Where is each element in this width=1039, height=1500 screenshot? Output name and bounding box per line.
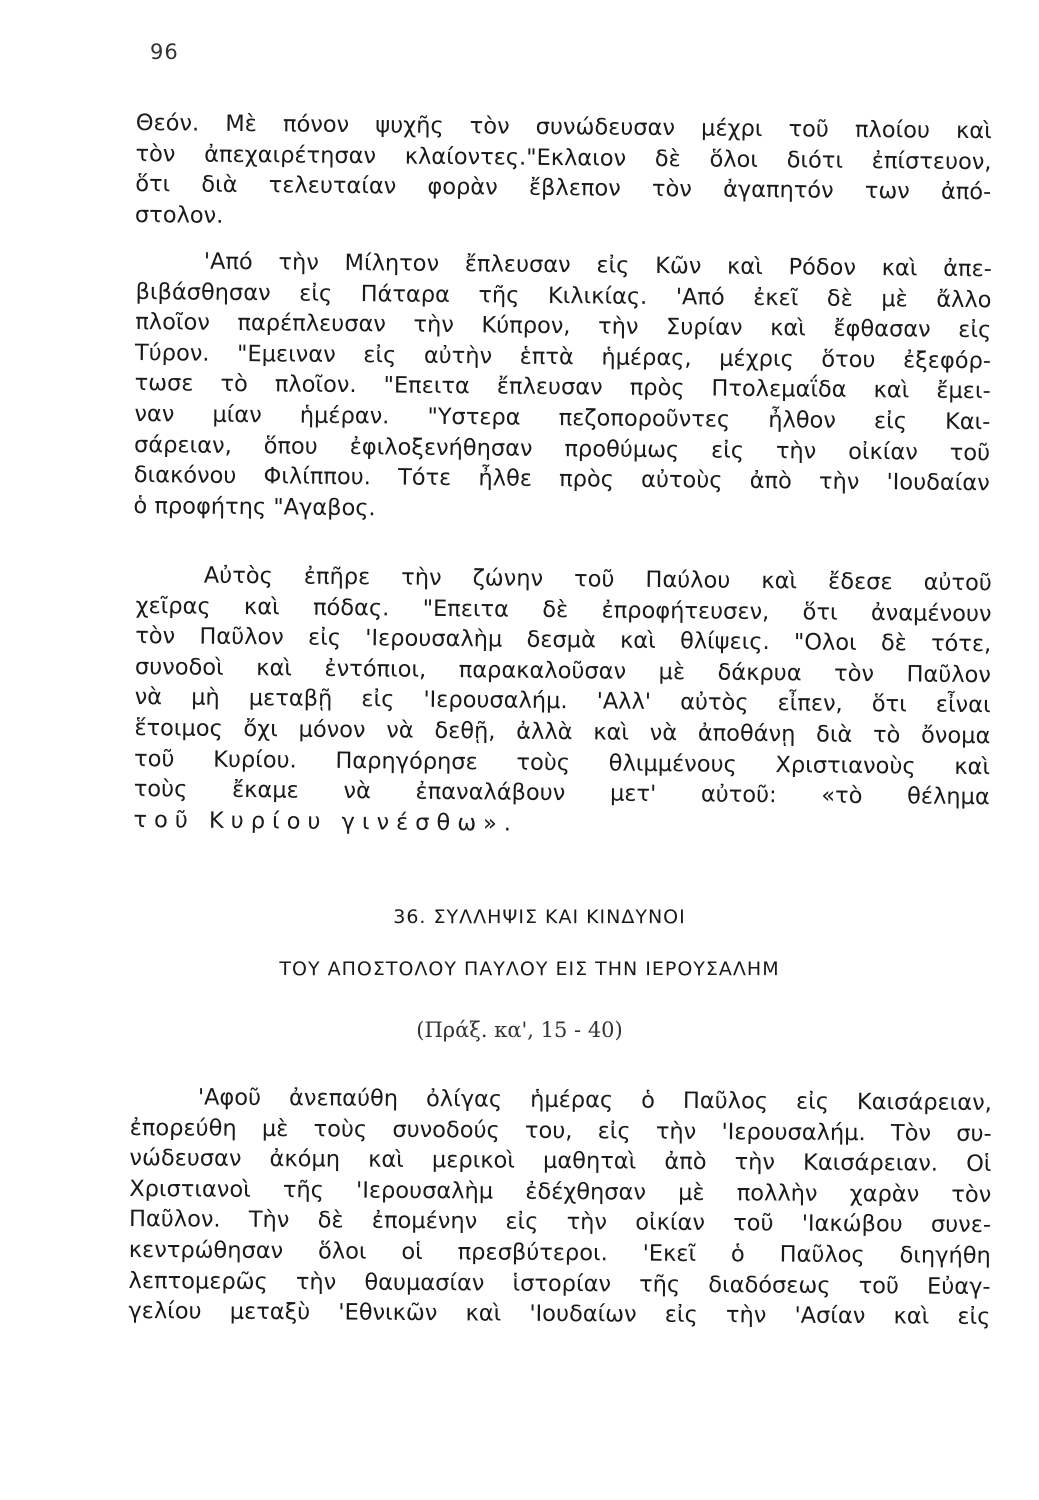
text-line: στολον. — [134, 201, 224, 229]
scripture-reference: (Πράξ. κα', 15 - 40) — [416, 1018, 623, 1042]
text-line: πλοῖον παρέπλευσαν τὴν Κύπρον, τὴν Συρίαν καὶ ἔφθασαν εἰς — [135, 309, 992, 344]
text-line: νὰ μὴ μεταβῇ εἰς 'Ιερουσαλήμ. 'Αλλ' αὐτὸς εἶπεν, ὅτι εἶναι — [134, 684, 991, 719]
text-line: χεῖρας καὶ πόδας. "Επειτα δὲ ἐπροφήτευσεν, ὅτι ἀναμένουν — [135, 592, 992, 627]
text-line: Παῦλον. Τὴν δὲ ἐπομένην εἰς τὴν οἰκίαν τοῦ 'Ιακώβου συνε- — [128, 1206, 992, 1239]
text-line: τὸν ἀπεχαιρέτησαν κλαίοντες."Εκλαιον δὲ ὅλοι διότι ἐπίστευον, — [135, 140, 992, 175]
section-paragraph — [128, 1082, 992, 1333]
text-line: ναν μίαν ἡμέραν. "Υστερα πεζοποροῦντες ἦλθον εἰς Και- — [134, 400, 991, 436]
text-line: λεπτομερῶς τὴν θαυμασίαν ἱστορίαν τῆς διαδόσεως τοῦ Εὐαγ- — [128, 1267, 991, 1300]
text-line: Τύρον. "Εμειναν εἰς αὐτὴν ἑπτὰ ἡμέρας, μέχρις ὅτου ἐξεφόρ- — [134, 339, 992, 374]
text-line: διακόνου Φιλίππου. Τότε ἦλθε πρὸς αὐτοὺς ἀπὸ τὴν 'Ιουδαίαν — [133, 462, 990, 497]
text-line: 'Αφοῦ ἀνεπαύθη ὀλίγας ἡμέρας ὁ Παῦλος εἰς Καισάρειαν, — [197, 1084, 992, 1117]
text-line: ὅτι διὰ τελευταίαν φορὰν ἔβλεπον τὸν ἀγαπητόν των ἀπό- — [135, 171, 992, 206]
text-line: τωσε τὸ πλοῖον. "Επειτα ἔπλευσαν πρὸς Πτολεμαΐδα καὶ ἔμει- — [134, 370, 991, 405]
text-line: βιβάσθησαν εἰς Πάταρα τῆς Κιλικίας. 'Από ἐκεῖ δὲ μὲ ἄλλο — [135, 278, 992, 313]
text-line: τὸν Παῦλον εἰς 'Ιερουσαλὴμ δεσμὰ καὶ θλίψεις. "Ολοι δὲ τότε, — [135, 623, 992, 658]
text-line: ἐπορεύθη μὲ τοὺς συνοδούς του, εἰς τὴν 'Ιερουσαλήμ. Τὸν συ- — [129, 1114, 992, 1147]
text-line: τοῦ Κυρίου γινέσθω». — [133, 806, 519, 837]
text-line: Αὐτὸς ἐπῆρε τὴν ζώνην τοῦ Παύλου καὶ ἔδεσε αὐτοῦ — [203, 562, 992, 597]
text-line: γελίου μεταξὺ 'Εθνικῶν καὶ 'Ιουδαίων εἰς τὴν 'Ασίαν καὶ εἰς — [128, 1298, 991, 1331]
text-line: νώδευσαν ἀκόμη καὶ μερικοὶ μαθηταὶ ἀπὸ τὴν Καισάρειαν. Οἱ — [129, 1145, 992, 1178]
section-subheading: ΤΟΥ ΑΠΟΣΤΟΛΟΥ ΠΑΥΛΟΥ ΕΙΣ ΤΗΝ ΙΕΡΟΥΣΑΛΗΜ — [279, 958, 780, 980]
section-heading: 36. ΣΥΛΛΗΨΙΣ ΚΑΙ ΚΙΝΔΥΝΟΙ — [393, 906, 686, 928]
text-line: 'Από τὴν Μίλητον ἔπλευσαν εἰς Κῶν καὶ Ρόδον καὶ ἀπε- — [203, 248, 992, 283]
text-line: Χριστιανοὶ τῆς 'Ιερουσαλὴμ ἐδέχθησαν μὲ πολλὴν χαρὰν τὸν — [129, 1175, 992, 1208]
paragraph-3 — [133, 560, 992, 844]
text-line: Θεόν. Μὲ πόνον ψυχῆς τὸν συνώδευσαν μέχρι τοῦ πλοίου καὶ — [135, 109, 992, 145]
text-line: συνοδοὶ καὶ ἐντόπιοι, παρακαλοῦσαν μὲ δάκρυα τὸν Παῦλον — [134, 653, 992, 688]
text-line: ὁ προφήτης "Αγαβος. — [133, 492, 376, 522]
text-line: σάρειαν, ὅπου ἐφιλοξενήθησαν προθύμως εἰς τὴν οἰκίαν τοῦ — [133, 431, 991, 466]
paragraph-1 — [135, 108, 992, 239]
text-line: κεντρώθησαν ὅλοι οἱ πρεσβύτεροι. 'Εκεῖ ὁ Παῦλος διηγήθη — [128, 1236, 991, 1269]
page-number: 96 — [150, 40, 179, 64]
text-line: τοῦ Κυρίου. Παρηγόρησε τοὺς θλιμμένους Χριστιανοὺς καὶ — [133, 745, 991, 780]
paragraph-2 — [133, 246, 992, 530]
text-line: ἕτοιμος ὄχι μόνον νὰ δεθῇ, ἀλλὰ καὶ νὰ ἀποθάνῃ διὰ τὸ ὄνομα — [134, 714, 991, 750]
text-line: τοὺς ἔκαμε νὰ ἐπαναλάβουν μετ' αὐτοῦ: «τὸ θέλημα — [133, 776, 990, 811]
